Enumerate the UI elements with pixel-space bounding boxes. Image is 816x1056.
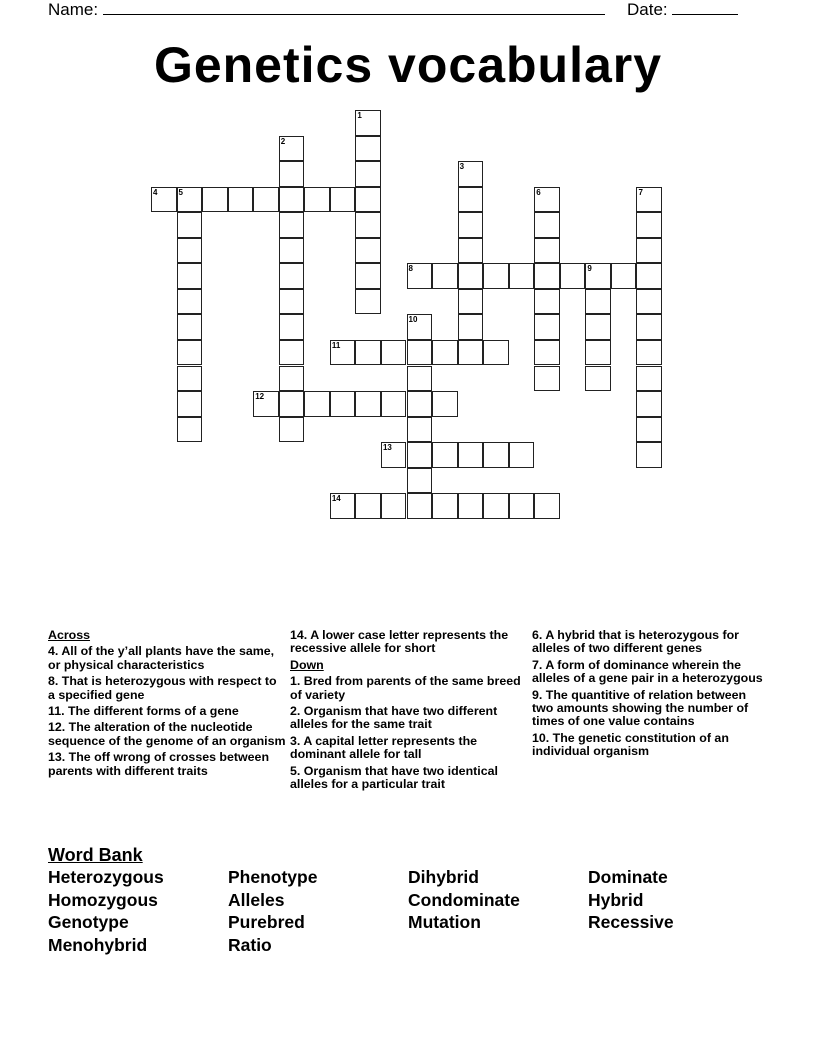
grid-cell[interactable]	[432, 340, 458, 366]
clue-down-3: 3. A capital letter represents the dominant allele for tall	[290, 733, 478, 762]
word-bank-item: Condominate	[408, 889, 520, 910]
clue-number: 11	[331, 340, 341, 350]
grid-cell[interactable]	[636, 442, 662, 468]
grid-cell[interactable]	[381, 340, 407, 366]
grid-cell[interactable]	[534, 493, 560, 519]
clue-number: 5	[178, 187, 183, 197]
grid-cell[interactable]	[279, 366, 305, 392]
grid-cell[interactable]	[177, 263, 203, 289]
grid-cell[interactable]	[483, 442, 509, 468]
grid-cell[interactable]	[279, 212, 305, 238]
clue-number: 2	[280, 136, 286, 146]
grid-cell[interactable]	[355, 289, 381, 315]
grid-cell[interactable]	[458, 187, 484, 213]
grid-cell[interactable]	[279, 161, 305, 187]
grid-cell[interactable]	[509, 442, 535, 468]
word-bank-item: Homozygous	[48, 889, 158, 910]
grid-cell[interactable]	[177, 391, 203, 417]
grid-cell[interactable]	[279, 391, 305, 417]
grid-cell[interactable]	[355, 187, 381, 213]
clue-across-13: 13. The off wrong of crosses between parents with different traits	[48, 750, 270, 778]
grid-cell[interactable]	[636, 340, 662, 366]
grid-cell[interactable]	[304, 187, 330, 213]
grid-cell[interactable]	[636, 366, 662, 392]
grid-cell[interactable]	[407, 442, 433, 468]
clue-number: 8	[408, 264, 413, 274]
word-bank-item: Heterozygous	[48, 867, 164, 887]
grid-cell[interactable]	[279, 263, 305, 289]
grid-cell[interactable]	[534, 340, 560, 366]
grid-cell[interactable]	[279, 238, 305, 264]
grid-cell[interactable]	[560, 263, 586, 289]
grid-cell[interactable]	[458, 263, 484, 289]
grid-cell[interactable]	[151, 187, 177, 213]
grid-cell[interactable]	[636, 238, 662, 264]
grid-cell[interactable]	[177, 289, 203, 315]
clue-down-9: 9. The quantitive of relation between two amounts showing the number of times of one value contains	[532, 687, 749, 729]
grid-cell[interactable]	[636, 187, 662, 213]
word-bank-item: Recessive	[588, 912, 674, 932]
down-heading: Down	[290, 657, 324, 672]
grid-cell[interactable]	[381, 442, 407, 468]
grid-cell[interactable]	[483, 493, 509, 519]
grid-cell[interactable]	[483, 263, 509, 289]
grid-cell[interactable]	[355, 161, 381, 187]
grid-cell[interactable]	[330, 391, 356, 417]
grid-cell[interactable]	[534, 289, 560, 315]
word-bank-item: Ratio	[228, 934, 272, 955]
grid-cell[interactable]	[585, 314, 611, 340]
across-heading: Across	[48, 628, 91, 642]
grid-cell[interactable]	[636, 212, 662, 238]
grid-cell[interactable]	[407, 366, 433, 392]
word-bank-title: Word Bank	[48, 845, 143, 865]
grid-cell[interactable]	[432, 442, 458, 468]
grid-cell[interactable]	[279, 314, 305, 340]
grid-cell[interactable]	[509, 493, 535, 519]
grid-cell[interactable]	[202, 187, 228, 213]
grid-cell[interactable]	[458, 493, 484, 519]
grid-cell[interactable]	[534, 314, 560, 340]
grid-cell[interactable]	[279, 417, 305, 443]
grid-cell[interactable]	[534, 366, 560, 392]
grid-cell[interactable]	[458, 212, 484, 238]
grid-cell[interactable]	[534, 187, 560, 213]
grid-cell[interactable]	[177, 238, 203, 264]
grid-cell[interactable]	[355, 110, 381, 136]
word-bank-item: Dihybrid	[408, 867, 479, 887]
clue-down-2: 2. Organism that have two different alleles for the same trait	[290, 704, 498, 732]
grid-cell[interactable]	[355, 493, 381, 519]
grid-cell[interactable]	[407, 314, 433, 340]
grid-cell[interactable]	[177, 212, 203, 238]
clue-across-11: 11. The different forms of a gene	[48, 704, 239, 719]
grid-cell[interactable]	[585, 263, 611, 289]
clue-down-1: 1. Bred from parents of the same breed of variety	[290, 674, 521, 702]
grid-cell[interactable]	[432, 263, 458, 289]
word-bank-item: Purebred	[228, 912, 305, 932]
grid-cell[interactable]	[228, 187, 254, 213]
grid-cell[interactable]	[177, 366, 203, 392]
grid-cell[interactable]	[177, 187, 203, 213]
word-bank-item: Dominate	[588, 867, 668, 887]
grid-cell[interactable]	[483, 340, 509, 366]
grid-cell[interactable]	[636, 417, 662, 443]
grid-cell[interactable]	[330, 340, 356, 366]
grid-cell[interactable]	[177, 340, 203, 366]
clue-number: 1	[357, 111, 362, 120]
grid-cell[interactable]	[585, 289, 611, 315]
grid-cell[interactable]	[458, 442, 484, 468]
grid-cell[interactable]	[279, 187, 305, 213]
grid-cell[interactable]	[458, 289, 484, 315]
grid-cell[interactable]	[407, 468, 433, 494]
grid-cell[interactable]	[432, 493, 458, 519]
clue-number: 3	[459, 162, 465, 172]
clue-across-12: 12. The alteration of the nucleotide sequence of the genome of an organism	[48, 720, 286, 748]
clue-number: 9	[587, 264, 592, 274]
word-bank-item: Hybrid	[588, 889, 644, 910]
grid-cell[interactable]	[279, 136, 305, 162]
grid-cell[interactable]	[407, 340, 433, 366]
clue-number: 12	[255, 392, 265, 402]
grid-cell[interactable]	[330, 187, 356, 213]
grid-cell[interactable]	[355, 263, 381, 289]
clue-down-10: 10. The genetic constitution of an individual organism	[532, 730, 729, 759]
grid-cell[interactable]	[407, 263, 433, 289]
grid-cell[interactable]	[407, 417, 433, 443]
grid-cell[interactable]	[636, 391, 662, 417]
grid-cell[interactable]	[407, 493, 433, 519]
clue-number: 7	[638, 187, 643, 197]
grid-cell[interactable]	[636, 263, 662, 289]
grid-cell[interactable]	[177, 314, 203, 340]
clues-column-3	[532, 629, 770, 762]
word-bank-item: Alleles	[228, 889, 285, 910]
word-bank-item: Genotype	[48, 912, 129, 932]
grid-cell[interactable]	[585, 340, 611, 366]
word-bank-item: Mutation	[408, 912, 481, 932]
grid-cell[interactable]	[458, 340, 484, 366]
grid-cell[interactable]	[279, 289, 305, 315]
grid-cell[interactable]	[304, 391, 330, 417]
grid-cell[interactable]	[407, 391, 433, 417]
grid-cell[interactable]	[509, 263, 535, 289]
grid-cell[interactable]	[330, 493, 356, 519]
grid-cell[interactable]	[458, 314, 484, 340]
grid-cell[interactable]	[355, 212, 381, 238]
clue-number: 10	[408, 315, 418, 325]
page-title: Genetics vocabulary	[153, 37, 663, 93]
clue-across-8: 8. That is heterozygous with respect to a specified gene	[48, 674, 277, 702]
grid-cell[interactable]	[432, 391, 458, 417]
grid-cell[interactable]	[534, 263, 560, 289]
grid-cell[interactable]	[458, 161, 484, 187]
clue-across-4: 4. All of the y’all plants have the same, or physical characteristics	[48, 644, 275, 672]
date-label: Date:	[627, 0, 668, 19]
grid-cell[interactable]	[458, 238, 484, 264]
grid-cell[interactable]	[534, 212, 560, 238]
clue-number: 4	[153, 187, 158, 197]
grid-cell[interactable]	[177, 417, 203, 443]
grid-cell[interactable]	[585, 366, 611, 392]
clue-down-5: 5. Organism that have two identical alleles for a particular trait	[290, 763, 498, 792]
grid-cell[interactable]	[355, 238, 381, 264]
grid-cell[interactable]	[253, 391, 279, 417]
grid-cell[interactable]	[636, 289, 662, 315]
grid-cell[interactable]	[611, 263, 637, 289]
name-label: Name:	[48, 0, 99, 19]
grid-cell[interactable]	[534, 238, 560, 264]
clue-across-14: 14. A lower case letter represents the recessive allele for short	[290, 628, 509, 656]
grid-cell[interactable]	[381, 391, 407, 417]
clue-down-7: 7. A form of dominance wherein the alleles of a gene pair in a heterozygous	[532, 657, 763, 686]
clue-number: 13	[382, 443, 392, 453]
grid-cell[interactable]	[355, 136, 381, 162]
clue-down-6: 6. A hybrid that is heterozygous for alleles of two different genes	[532, 628, 739, 656]
word-bank-item: Menohybrid	[48, 934, 148, 955]
grid-cell[interactable]	[279, 340, 305, 366]
word-bank-item: Phenotype	[228, 867, 318, 887]
grid-cell[interactable]	[253, 187, 279, 213]
grid-cell[interactable]	[636, 314, 662, 340]
grid-cell[interactable]	[355, 340, 381, 366]
clues-column-2	[290, 629, 528, 794]
grid-cell[interactable]	[355, 391, 381, 417]
grid-cell[interactable]	[381, 493, 407, 519]
clues-column-1	[48, 629, 286, 781]
clue-number: 14	[331, 494, 341, 504]
clue-number: 6	[536, 187, 541, 197]
